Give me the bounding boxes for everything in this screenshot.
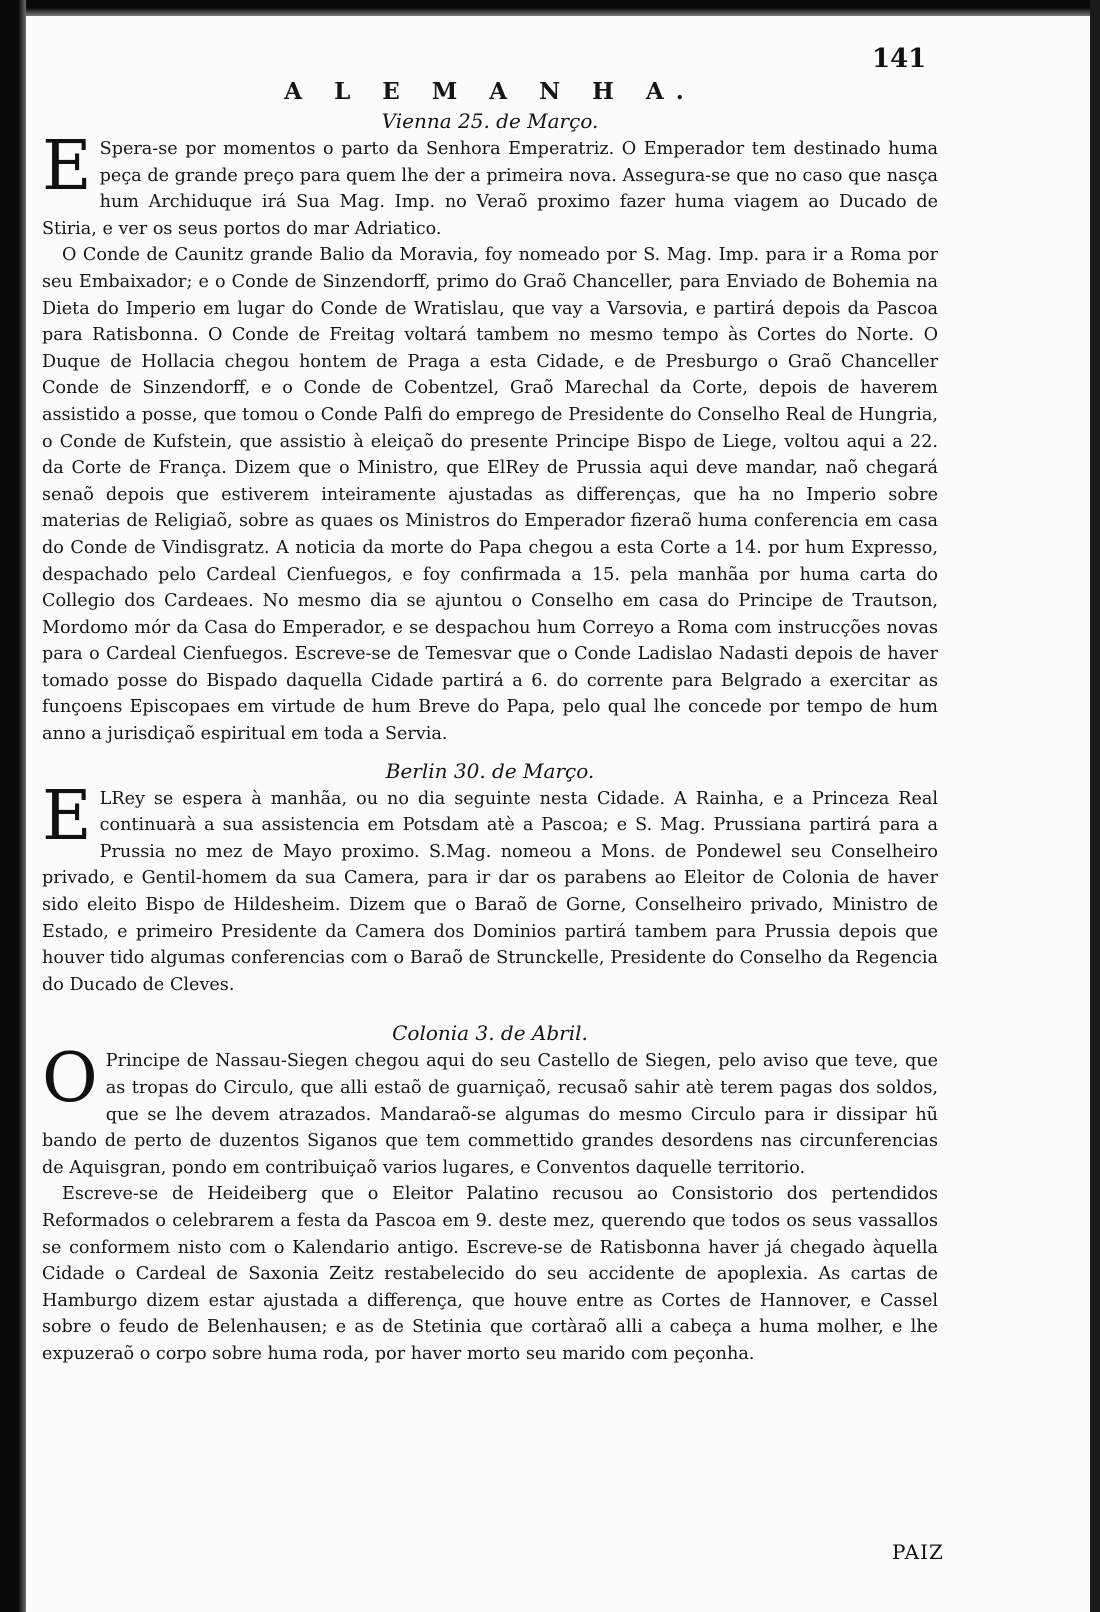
catchword: PAIZ <box>892 1540 944 1564</box>
scan-border-left <box>0 0 26 1612</box>
drop-cap: E <box>42 127 92 206</box>
article-vienna <box>42 108 938 748</box>
drop-cap: E <box>42 776 92 856</box>
article-dateline: Berlin 30. de Março. <box>385 758 595 783</box>
article-paragraph <box>42 776 938 999</box>
article-paragraph <box>42 1039 938 1181</box>
article-dateline: Colonia 3. de Abril. <box>392 1021 588 1046</box>
page-number: 141 <box>872 44 927 74</box>
scan-border-top <box>0 0 1100 16</box>
article-berlin <box>42 758 938 999</box>
section-title: A L E M A N H A. <box>284 78 696 105</box>
scan-border-right <box>1090 0 1100 1612</box>
page-content <box>42 78 938 1368</box>
article-colonia <box>42 1020 938 1367</box>
paragraph-text: Principe de Nassau-Siegen chegou aqui do seu Castello de Siegen, pelo aviso que teve, que as tropas do Circulo, que alli estaõ de guarniçaõ, recusaõ sahir atè terem pagas dos soldos, que se lhe devem atrazados. Mandaraõ-se algumas do mesmo Circulo para ir dissipar hũ bando de perto de duzentos Siganos que tem commettido grandes desordens nas circunferencias de Aquisgran, pondo em contribuiçaõ varios lugares, e Conventos daquelle territorio. <box>42 1051 938 1178</box>
article-paragraph: O Conde de Caunitz grande Baliо da Moravia, foy nomeado por S. Mag. Imp. para ir a Roma por seu Embaixador; e o Conde de Sinzendorff, primo do Graõ Chanceller, para Enviado de Bohemia na Dieta do Imperio em lugar do Conde de Wratislau, que vay a Varsovia, e partirá depois da Pascoa para Ratisbonna. O Conde de Freitag voltará tambem no mesmo tempo às Cortes do Norte. O Duque de Hollacia chegou hontem de Praga a esta Cidade, e de Presburgo o Graõ Chanceller Conde de Sinzendorff, e o Conde de Cobentzel, Graõ Marechal da Corte, depois de haverem assistido a posse, que tomou o Conde Palfi do emprego de Presidente do Conselho Real de Hungria, o Conde de Kufstein, que assistio à eleiçaõ do presente Principe Bispo de Liege, voltou aqui a 22. da Corte de França. Dizem que o Ministro, que ElRey de Prussia aqui deve mandar, naõ chegará senaõ depois que estiverem inteiramente ajustadas as differenças, que ha no Imperio sobre materias de Religiaõ, sobre as quaes os Ministros do Emperador fizeraõ huma conferencia em casa do Conde de Vindisgratz. A noticia da morte do Papa chegou a esta Corte a 14. por hum Expresso, despachado pelo Cardeal Cienfuegos, e foy confirmada a 15. pela manhãa por huma carta do Collegio dos Cardeaes. No mesmo dia se ajuntou o Conselho em casa do Principe de Trautson, Mordomo mór da Casa do Emperador, e se despachou hum Correyo a Roma com instrucções novas para o Cardeal Cienfuegos. Escreve-se de Temesvar que o Conde Ladislao Nadasti depois de haver tomado posse do Bispado daquella Cidade partirá a 6. do corrente para Belgrado a exercitar as funçoens Episcopaes em virtude de hum Breve do Papa, pelo qual lhe concede por tempo de hum anno a jurisdiçaõ espiritual em toda a Servia. <box>42 245 938 745</box>
article-paragraph <box>42 127 938 242</box>
paragraph-text: Spera-se por momentos o parto da Senhora Emperatriz. O Emperador tem destinado huma peça de grande preço para quem lhe der a primeira nova. Assegura-se que no caso que nasça hum Archiduque irá Sua Mag. Imp. no Veraõ proximo fazer huma viagem ao Ducado de Stiria, e ver os seus portos do mar Adriatico. <box>42 139 938 239</box>
drop-cap: O <box>42 1039 98 1119</box>
article-paragraph: Escreve-se de Heideiberg que o Eleitor Palatino recusou ao Consistorio dos pertendidos Reformados o celebrarem a festa da Pascoa em 9. deste mez, querendo que todos os seus vassallos se conformem nisto com o Kalendario antigo. Escreve-se de Ratisbonna haver já chegado àquella Cidade o Cardeal de Saxonia Zeitz restabelecido do seu accidente de apoplexia. As cartas de Hamburgo dizem estar ajustada a differença, que houve entre as Cortes de Hannover, e Cassel sobre o feudo de Belenhausen; e as de Stetinia que cortàraõ alli a cabeça a huma molher, e lhe expuzeraõ o corpo sobre huma roda, por haver morto seu marido com peçonha. <box>42 1184 938 1364</box>
article-dateline: Vienna 25. de Março. <box>381 109 599 133</box>
paragraph-text: LRey se espera à manhãa, ou no dia seguinte nesta Cidade. A Rainha, e a Princeza Real continuarà a sua assistencia em Potsdam atè a Pascoa; e S. Mag. Prussiana partirá para a Prussia no mez de Mayo proximo. S.Mag. nomeou a Mons. de Pondewel seu Conselheiro privado, e Gentil-homem da sua Camera, para ir dar os parabens ao Eleitor de Colonia de haver sido eleito Bispo de Hildesheim. Dizem que o Baraõ de Gorne, Conselheiro privado, Ministro de Estado, e primeiro Presidente da Camera dos Dominios partirá tambem para Prussia depois que houver tido algumas conferencias com o Baraõ de Strunckelle, Presidente do Conselho da Regencia do Ducado de Cleves. <box>42 788 938 995</box>
